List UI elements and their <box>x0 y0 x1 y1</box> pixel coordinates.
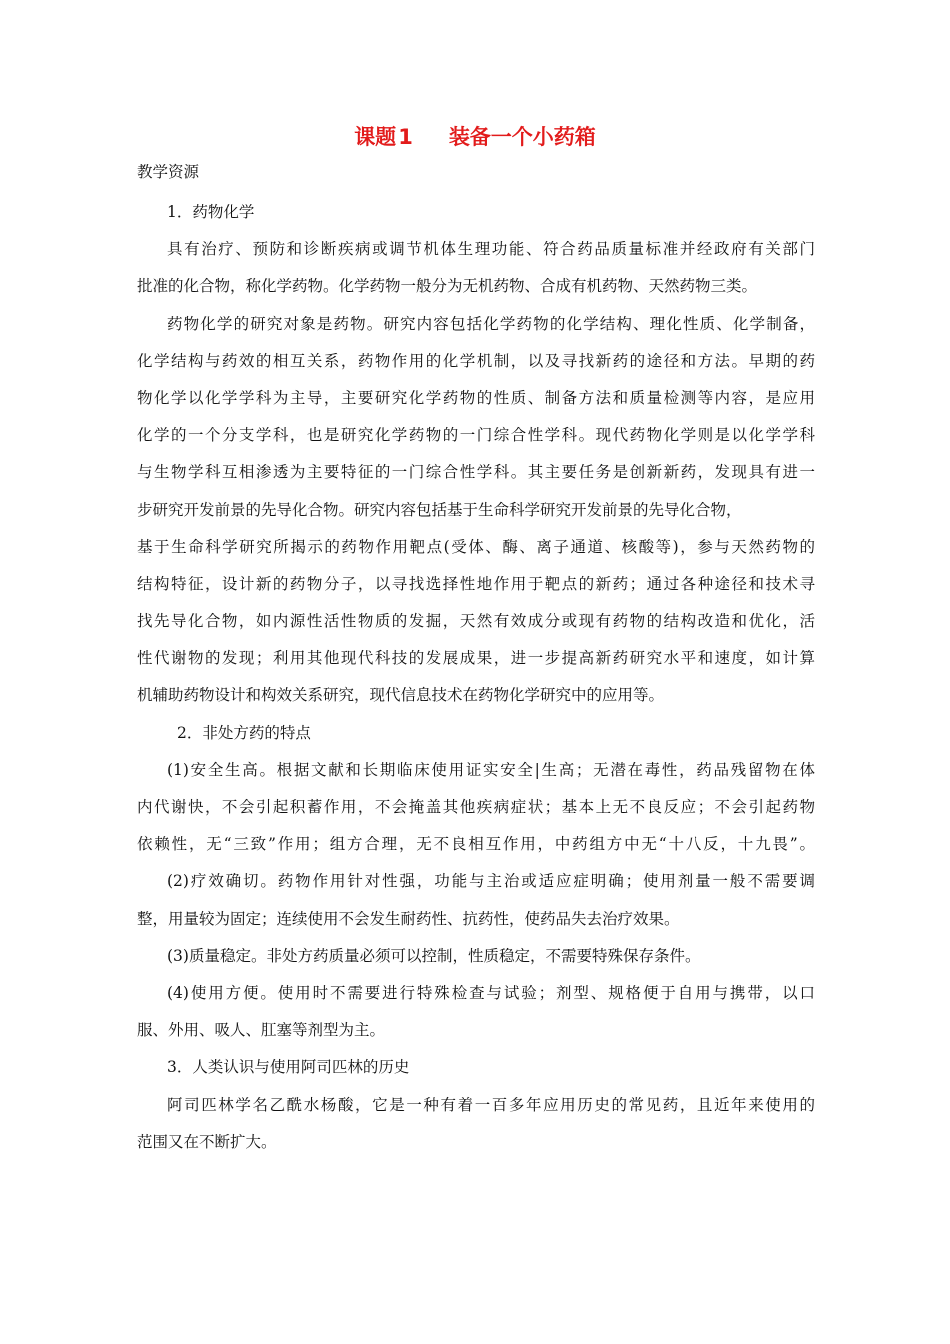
paragraph-line: (2)疗效确切。药物作用针对性强，功能与主治或适应症明确；使用剂量一般不需要调 <box>167 872 815 891</box>
paragraph-line: 结构特征，设计新的药物分子，以寻找选择性地作用于靶点的新药；通过各种途径和技术寻 <box>137 574 815 593</box>
paragraph-line: 依赖性，无“三致”作用；组方合理，无不良相互作用，中药组方中无“十八反，十九畏”。 <box>137 835 815 854</box>
paragraph-line: 物化学以化学学科为主导，主要研究化学药物的性质、制备方法和质量检测等内容，是应用 <box>137 388 815 407</box>
paragraph-line: 整，用量较为固定；连续使用不会发生耐药性、抗药性，使药品失去治疗效果。 <box>137 909 680 928</box>
paragraph-line: 基于生命科学研究所揭示的药物作用靶点(受体、酶、离子通道、核酸等)，参与天然药物的 <box>137 537 815 556</box>
heading-aspirin-history: 3．人类认识与使用阿司匹林的历史 <box>167 1058 410 1077</box>
paragraph-line: 服、外用、吸人、肛塞等剂型为主。 <box>137 1021 386 1040</box>
paragraph-line: (3)质量稳定。非处方药质量必须可以控制，性质稳定，不需要特殊保存条件。 <box>167 946 701 965</box>
paragraph-line: 机辅助药物设计和构效关系研究，现代信息技术在药物化学研究中的应用等。 <box>137 686 665 705</box>
section-label: 教学资源 <box>137 163 200 181</box>
title-prefix: 课题 <box>354 125 397 149</box>
document-body <box>137 194 815 1161</box>
paragraph-line: 内代谢快，不会引起积蓄作用，不会掩盖其他疾病症状；基本上无不良反应；不会引起药物 <box>137 798 815 816</box>
paragraph-line: 药物化学的研究对象是药物。研究内容包括化学药物的化学结构、理化性质、化学制备， <box>167 314 815 333</box>
heading-drug-chemistry: 1．药物化学 <box>167 203 255 221</box>
paragraph-line: 化学结构与药效的相互关系，药物作用的化学机制，以及寻找新药的途径和方法。早期的药 <box>137 351 815 370</box>
paragraph-line: 批准的化合物，称化学药物。化学药物一般分为无机药物、合成有机药物、天然药物三类。 <box>137 277 758 296</box>
paragraph-line: 性代谢物的发现；利用其他现代科技的发展成果，进一步提高新药研究水平和速度，如计算 <box>137 649 815 668</box>
paragraph-line: 具有治疗、预防和诊断疾病或调节机体生理功能、符合药品质量标准并经政府有关部门 <box>167 240 815 259</box>
title-main: 装备一个小药箱 <box>448 125 596 149</box>
paragraph-line: 范围又在不断扩大。 <box>137 1132 277 1151</box>
heading-otc-features: 2．非处方药的特点 <box>177 723 311 742</box>
paragraph-line: 阿司匹林学名乙酰水杨酸，它是一种有着一百多年应用历史的常见药，且近年来使用的 <box>167 1095 815 1114</box>
paragraph-line: 化学的一个分支学科，也是研究化学药物的一门综合性学科。现代药物化学则是以化学学科 <box>137 426 815 445</box>
document-title <box>0 120 950 154</box>
paragraph-line: (4)使用方便。使用时不需要进行特殊检查与试验；剂型、规格便于自用与携带，以口 <box>167 983 815 1002</box>
paragraph-line: 找先导化合物，如内源性活性物质的发掘，天然有效成分或现有药物的结构改造和优化，活 <box>137 612 815 631</box>
paragraph-line: 与生物学科互相渗透为主要特征的一门综合性学科。其主要任务是创新新药，发现具有进一 <box>137 463 815 482</box>
paragraph-line: (1)安全生高。根据文献和长期临床使用证实安全|生高；无潜在毒性，药品残留物在体 <box>167 760 815 779</box>
title-number: 1 <box>398 125 413 149</box>
paragraph-line: 步研究开发前景的先导化合物。研究内容包括基于生命科学研究开发前景的先导化合物， <box>137 500 742 519</box>
